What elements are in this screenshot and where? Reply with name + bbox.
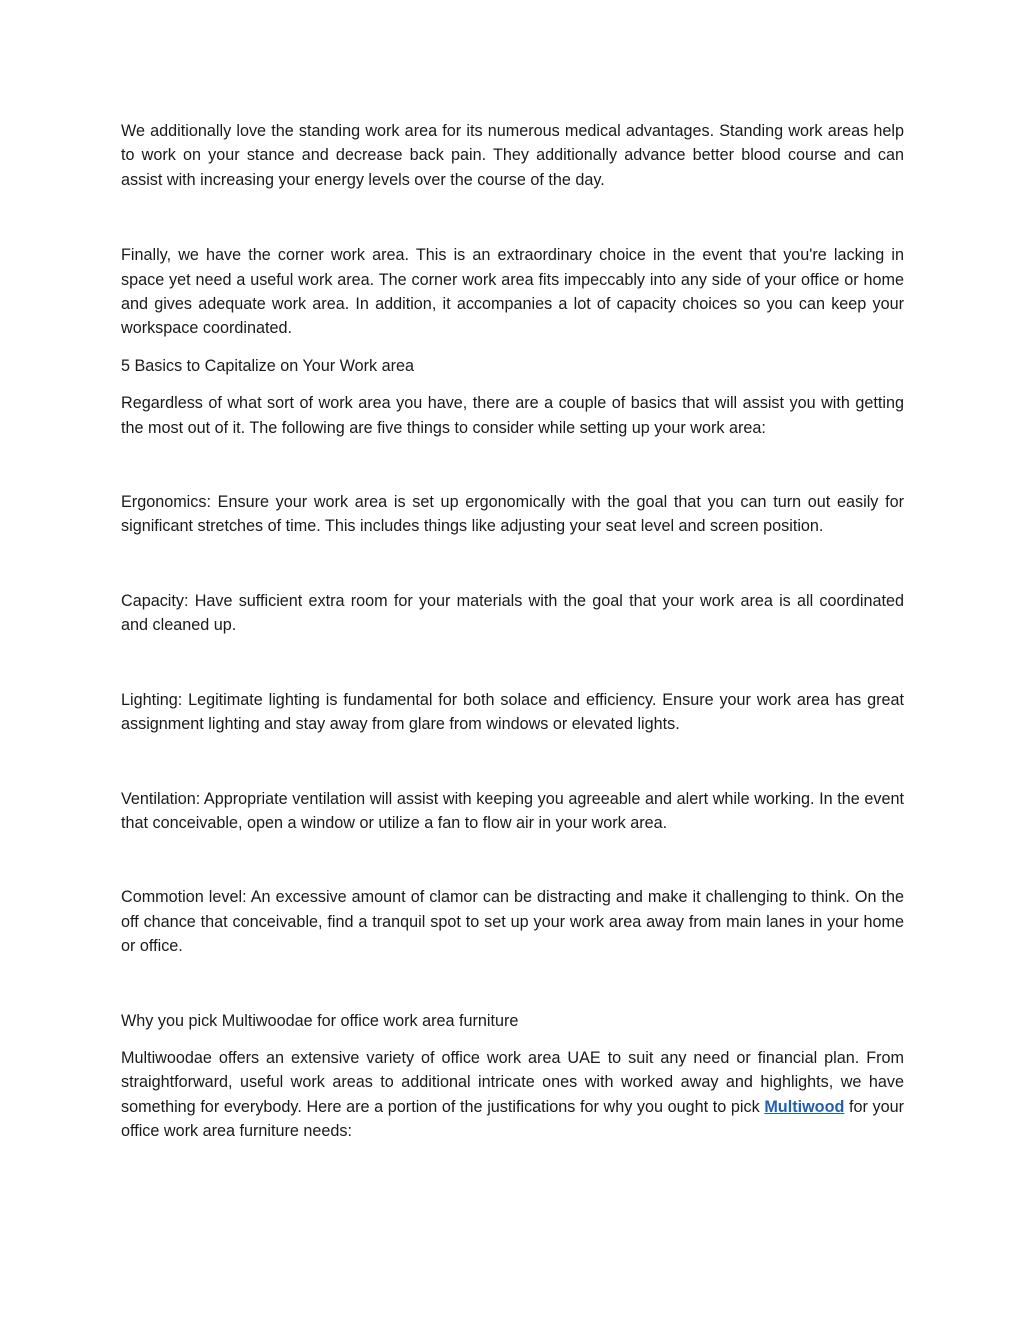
paragraph-multiwoodae-offer — [121, 1046, 904, 1144]
spacer — [121, 737, 904, 787]
spacer — [121, 192, 904, 243]
paragraph-ventilation: Ventilation: Appropriate ventilation will assist with keeping you agreeable and alert while working. In the event that conceivable, open a window or utilize a fan to flow air in your work area. — [121, 789, 904, 832]
spacer — [121, 959, 904, 1009]
spacer — [121, 835, 904, 885]
paragraph-corner-desk: Finally, we have the corner work area. This is an extraordinary choice in the event that you're lacking in space yet need a useful work area. The corner work area fits impeccably into any side of your office or home and gives adequate work area. In addition, it accompanies a lot of capacity choices so you can keep your workspace coordinated. — [121, 246, 904, 338]
paragraph-commotion: Commotion level: An excessive amount of clamor can be distracting and make it challenging to think. On the off chance that conceivable, find a tranquil spot to set up your work area away from main lanes in your home or office. — [121, 888, 904, 956]
paragraph-lighting: Lighting: Legitimate lighting is fundamental for both solace and efficiency. Ensure your work area has great assignment lighting and stay away from glare from windows or elevated lights. — [121, 690, 904, 734]
spacer — [121, 539, 904, 589]
spacer — [121, 1033, 904, 1046]
paragraph-ergonomics: Ergonomics: Ensure your work area is set up ergonomically with the goal that you can turn out easily for significant stretches of time. This includes things like adjusting your seat level and screen position. — [121, 493, 904, 536]
paragraph-standing-desk: We additionally love the standing work area for its numerous medical advantages. Standing work areas help to work on your stance and decrease back pain. They additionally advance better blood course and can assist with increasing your energy levels over the course of the day. — [121, 122, 904, 189]
paragraph-text-before-link: Multiwoodae offers an extensive variety of office work area UAE to suit any need or financial plan. From straightforward, useful work areas to additional intricate ones with worked away and highlights, we have something for everybody. Here are a portion of the justifications for why you ought to pick — [121, 1048, 904, 1116]
spacer — [121, 378, 904, 391]
paragraph-basics-intro: Regardless of what sort of work area you have, there are a couple of basics that will assist you with getting the most out of it. The following are five things to consider while setting up your work area: — [121, 394, 904, 437]
section-heading-why-multiwoodae: Why you pick Multiwoodae for office work area furniture — [121, 1011, 519, 1030]
paragraph-capacity: Capacity: Have sufficient extra room for your materials with the goal that your work area is all coordinated and cleaned up. — [121, 591, 904, 635]
paragraph-text-after-link: for your office work area furniture needs: — [121, 1097, 904, 1141]
spacer — [121, 341, 904, 354]
multiwood-link[interactable]: Multiwood — [764, 1097, 845, 1116]
document-page — [121, 119, 904, 1144]
section-heading-basics: 5 Basics to Capitalize on Your Work area — [121, 356, 415, 375]
spacer — [121, 440, 904, 490]
spacer — [121, 638, 904, 688]
